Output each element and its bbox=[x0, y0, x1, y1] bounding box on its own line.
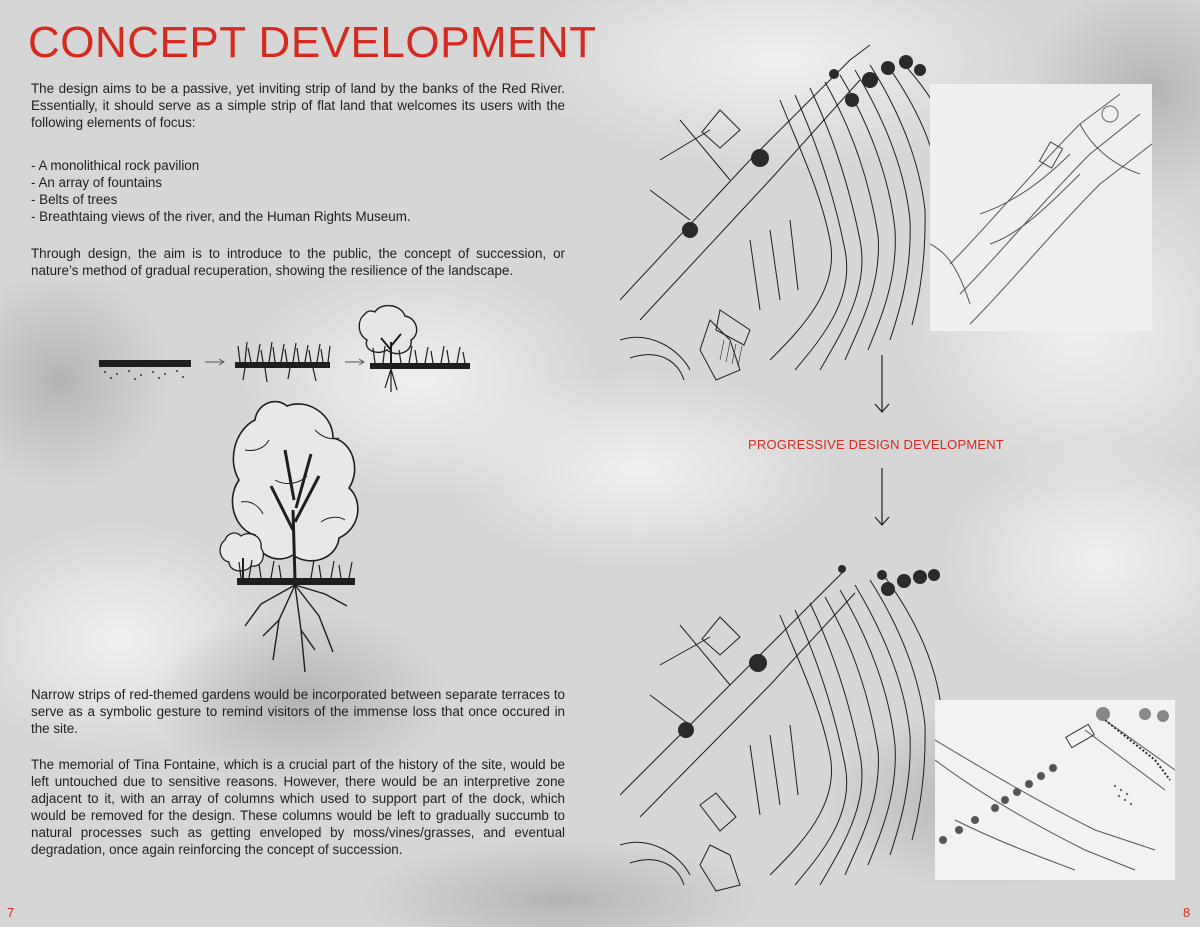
down-arrow-icon bbox=[872, 355, 892, 415]
young-tree-sketch bbox=[359, 306, 470, 392]
hand-drawn-plan-photo bbox=[930, 84, 1152, 331]
mature-tree-illustration bbox=[215, 390, 365, 675]
list-item: - An array of fountains bbox=[31, 175, 163, 191]
list-item: - Belts of trees bbox=[31, 192, 118, 208]
grass-sketch bbox=[235, 342, 330, 382]
page-title: CONCEPT DEVELOPMENT bbox=[28, 18, 597, 67]
gardens-paragraph: Narrow strips of red-themed gardens would be incorporated between separate terraces to serve as a symbolic gesture to remind visitors of the immense loss that once occured in the site. bbox=[31, 687, 565, 737]
succession-paragraph: Through design, the aim is to introduce to the public, the concept of succession, or nature’s method of gradual recuperation, showing the resilience of the landscape. bbox=[31, 246, 565, 279]
arrow-icon bbox=[205, 359, 224, 365]
hand-drawn-plan-photo bbox=[935, 700, 1175, 880]
progressive-design-label: PROGRESSIVE DESIGN DEVELOPMENT bbox=[748, 437, 1004, 452]
down-arrow-icon bbox=[872, 468, 892, 528]
focus-elements-list bbox=[31, 157, 411, 225]
list-item: - A monolithical rock pavilion bbox=[31, 158, 200, 173]
page-number-right: 8 bbox=[1183, 905, 1191, 920]
intro-paragraph: The design aims to be a passive, yet inviting strip of land by the banks of the Red River. Essentially, it should serve as a simple strip of flat land that welcomes its users with the following elements of focus: bbox=[31, 81, 565, 131]
photo-sketch-initial bbox=[930, 84, 1152, 331]
site-plan-sketch-developed bbox=[620, 555, 980, 895]
photo-sketch-developed bbox=[935, 700, 1175, 880]
site-plan-sketch-initial bbox=[620, 40, 980, 385]
bare-soil-sketch bbox=[99, 360, 191, 380]
arrow-icon bbox=[345, 359, 364, 365]
page-number-left: 7 bbox=[7, 905, 15, 920]
list-item: - Breathtaing views of the river, and the Human Rights Museum. bbox=[31, 209, 411, 225]
succession-sequence-illustration bbox=[95, 300, 495, 400]
memorial-paragraph: The memorial of Tina Fontaine, which is a crucial part of the history of the site, would be left untouched due to sensitive reasons. However, there would be an interpretive zone adjacent to it, with an array of columns which used to support part of the dock, which would be removed for the design. These columns would be left to gradually succumb to natural processes such as getting enveloped by moss/vines/grasses, and eventual degradation, once again reinforcing the concept of succession. bbox=[31, 757, 565, 858]
